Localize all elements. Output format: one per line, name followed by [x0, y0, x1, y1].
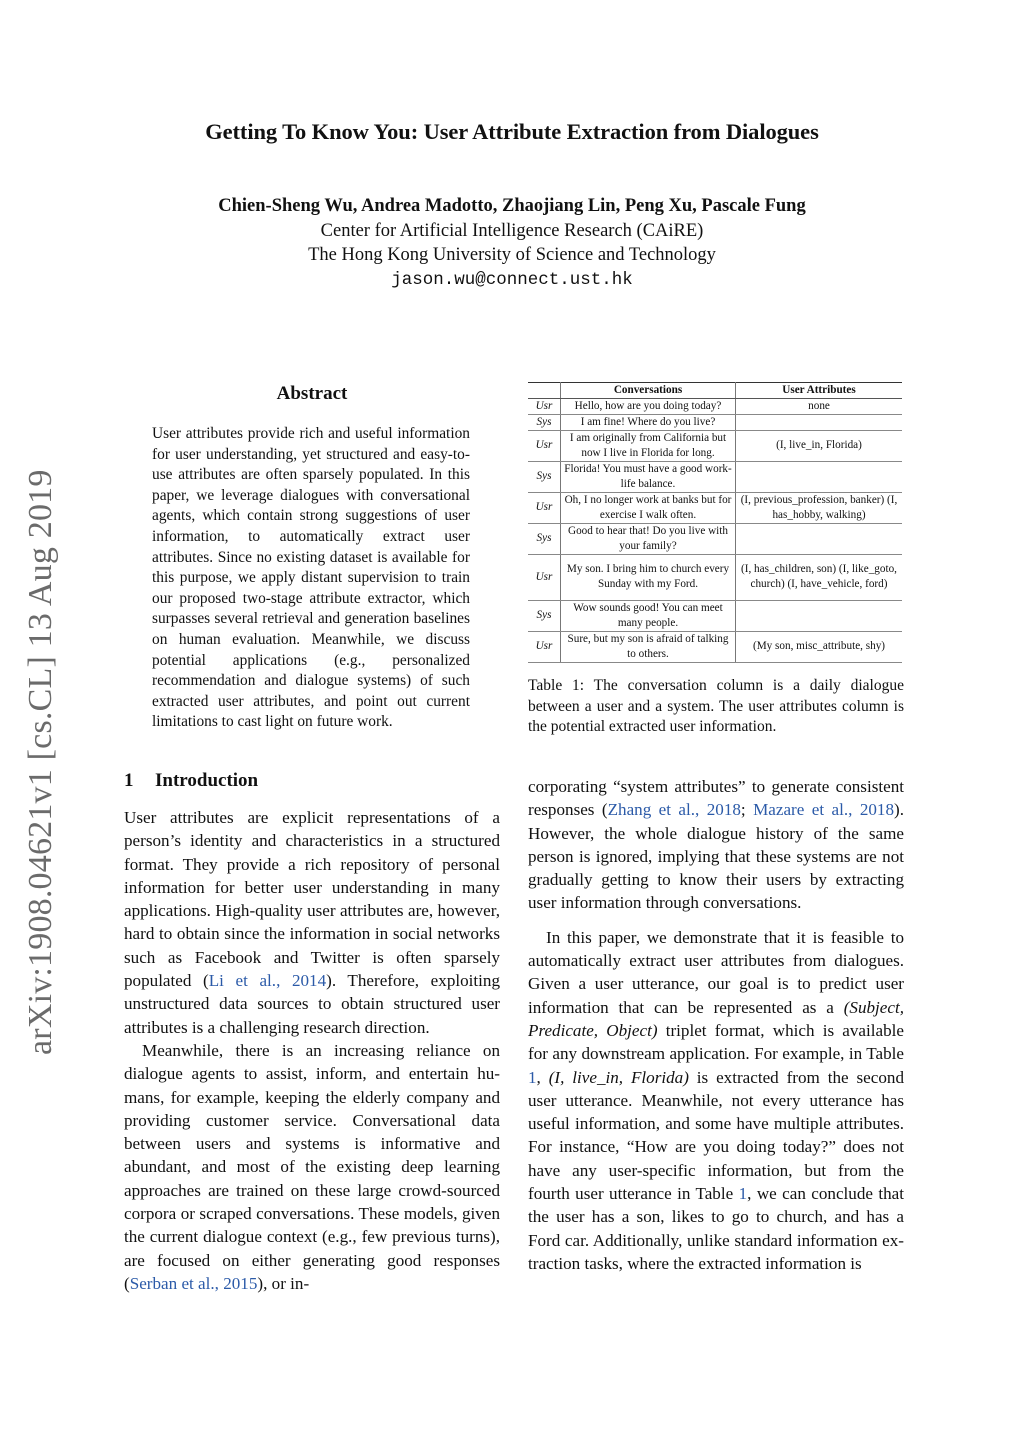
citation-link[interactable]: Serban et al., 2015 [129, 1273, 258, 1293]
text-span: Meanwhile, there is an increasing reliance on dialogue agents to assist, inform, and entertain humans, for example, keeping the elderly company and providing customer service. Conversational data between users and systems is informative and abundant, and most of the existing deep learning approaches are trained on these large crowd-sourced corpora or scraped conversations. These models, given the current dialogue context (e.g., few previous turns), are focused on either generating good responses ( [124, 1040, 500, 1293]
utterance-cell: Florida! You must have a good work-life balance. [561, 461, 736, 492]
citation-link[interactable]: Mazare et al., 2018 [753, 800, 895, 820]
text-span: ). However, the whole dialogue history of the same person is ignored, implying that these systems are not gradually getting to know their users by extracting user information through conversations. [528, 800, 904, 913]
utterance-cell: Hello, how are you doing today? [561, 399, 736, 415]
table-1-caption: Table 1: The conversation column is a daily dialogue between a user and a system. The user attributes column is the potential extracted user information. [528, 677, 904, 736]
intro-paragraph-2 [124, 1039, 500, 1295]
attribute-cell: (I, has_children, son) (I, like_goto, church) (I, have_vehicle, ford) [736, 554, 903, 600]
intro-paragraph-4 [528, 926, 904, 1275]
text-span: triplet format, which is available for any downstream application. For example, in Table [528, 1020, 904, 1064]
attribute-cell: (I, previous_profession, banker) (I, has_hobby, walking) [736, 492, 903, 523]
utterance-cell: Oh, I no longer work at banks but for exercise I walk often. [561, 492, 736, 523]
speaker-cell: Sys [528, 414, 561, 430]
speaker-cell: Usr [528, 492, 561, 523]
italic-span: (I, live_in, Florida) [548, 1067, 689, 1087]
left-column [124, 806, 500, 1295]
table-row [528, 631, 902, 662]
intro-paragraph-1 [124, 806, 500, 1039]
section-title: Introduction [155, 770, 259, 791]
paper-authors: Chien-Sheng Wu, Andrea Madotto, Zhaojiang Lin, Peng Xu, Pascale Fung [218, 196, 806, 216]
utterance-cell: My son. I bring him to church every Sunday with my Ford. [561, 554, 736, 600]
paper-title: Getting To Know You: User Attribute Extraction from Dialogues [205, 119, 819, 144]
text-span: ; [740, 800, 754, 820]
table-row [528, 554, 902, 600]
speaker-cell: Sys [528, 523, 561, 554]
utterance-cell: Wow sounds good! You can meet many people. [561, 600, 736, 631]
right-column [528, 775, 904, 1275]
speaker-cell: Sys [528, 600, 561, 631]
utterance-cell: Good to hear that! Do you live with your family? [561, 523, 736, 554]
table-reference-link[interactable]: 1 [738, 1184, 748, 1204]
arxiv-identifier: arXiv:1908.04621v1 [cs.CL] 13 Aug 2019 [22, 469, 59, 1055]
attribute-cell: (My son, misc_attribute, shy) [736, 631, 903, 662]
table-row [528, 399, 902, 415]
table-header-row [528, 383, 902, 399]
text-span: User attributes are explicit representations of a person’s identity and characteristics in a structured format. They provide a rich repository of personal information for better user understanding in many applications. High-quality user attributes are, however, hard to obtain since the information in social networks such as Facebook and Twitter is often sparsely populated ( [124, 808, 500, 991]
table-header-cell [528, 383, 561, 399]
speaker-cell: Usr [528, 631, 561, 662]
text-span: ), or in- [257, 1273, 310, 1293]
table-1 [528, 382, 902, 663]
text-span: , we can conclude that the user has a son, likes to go to church, and has a Ford car. Additionally, unlike standard information extraction tasks, where the extracted information is [528, 1184, 904, 1273]
speaker-cell: Usr [528, 399, 561, 415]
attribute-cell [736, 414, 903, 430]
speaker-cell: Usr [528, 430, 561, 461]
table-reference-link[interactable]: 1 [528, 1067, 537, 1087]
table-row [528, 461, 902, 492]
affiliation-2: The Hong Kong University of Science and Technology [308, 245, 716, 265]
citation-link[interactable]: Zhang et al., 2018 [607, 800, 741, 820]
utterance-cell: I am fine! Where do you live? [561, 414, 736, 430]
text-span: corporating “system attributes” to generate consistent responses ( [528, 777, 904, 820]
attribute-cell: none [736, 399, 903, 415]
abstract-text: User attributes provide rich and useful information for user understanding, yet structured and easy-to-use attributes are often sparsely populated. In this paper, we leverage dialogues with conversational agents, which contain strong suggestions of user information, to automatically extract user attributes. Since no existing dataset is available for this purpose, we apply distant supervision to train our proposed two-stage attribute extractor, which surpasses several retrieval and generation baselines on human evaluation. Meanwhile, we discuss potential applications (e.g., personalized recommendation and dialogue systems) of such extracted user attributes, and point out current limitations to cast light on future work. [152, 425, 470, 731]
table-row [528, 600, 902, 631]
intro-paragraph-3 [528, 775, 904, 915]
text-span: is extracted from the second user utterance. Meanwhile, not every utterance has useful information, and some have multiple attributes. For instance, “How are you doing today?” does not have any user-specific information, but from the fourth user utterance in Table [528, 1067, 904, 1204]
author-email[interactable]: jason.wu@connect.ust.hk [391, 270, 633, 290]
affiliation-1: Center for Artificial Intelligence Research (CAiRE) [320, 221, 704, 241]
utterance-cell: I am originally from California but now I live in Florida for long. [561, 430, 736, 461]
attribute-cell [736, 461, 903, 492]
attribute-cell [736, 600, 903, 631]
table-row [528, 492, 902, 523]
abstract-heading: Abstract [276, 383, 348, 404]
citation-link[interactable]: Li et al., 2014 [208, 971, 327, 991]
table-row [528, 414, 902, 430]
utterance-cell: Sure, but my son is afraid of talking to others. [561, 631, 736, 662]
text-span: , [536, 1067, 549, 1087]
table-row [528, 523, 902, 554]
speaker-cell: Sys [528, 461, 561, 492]
section-number: 1 [124, 770, 134, 791]
attribute-cell [736, 523, 903, 554]
section-heading-introduction [124, 770, 258, 792]
italic-span: (Subject, Predicate, Object) [528, 997, 904, 1040]
table-header-cell: Conversations [561, 383, 736, 399]
table-row [528, 430, 902, 461]
attribute-cell: (I, live_in, Florida) [736, 430, 903, 461]
text-span: In this paper, we demonstrate that it is feasible to automatically extract user attributes from dialogues. Given a user utterance, our goal is to predict user information that can be represented as a [528, 927, 904, 1017]
table-header-cell: User Attributes [736, 383, 903, 399]
speaker-cell: Usr [528, 554, 561, 600]
text-span: ). Therefore, exploiting unstructured data sources to obtain structured user attributes is a challenging research direction. [124, 971, 501, 1037]
